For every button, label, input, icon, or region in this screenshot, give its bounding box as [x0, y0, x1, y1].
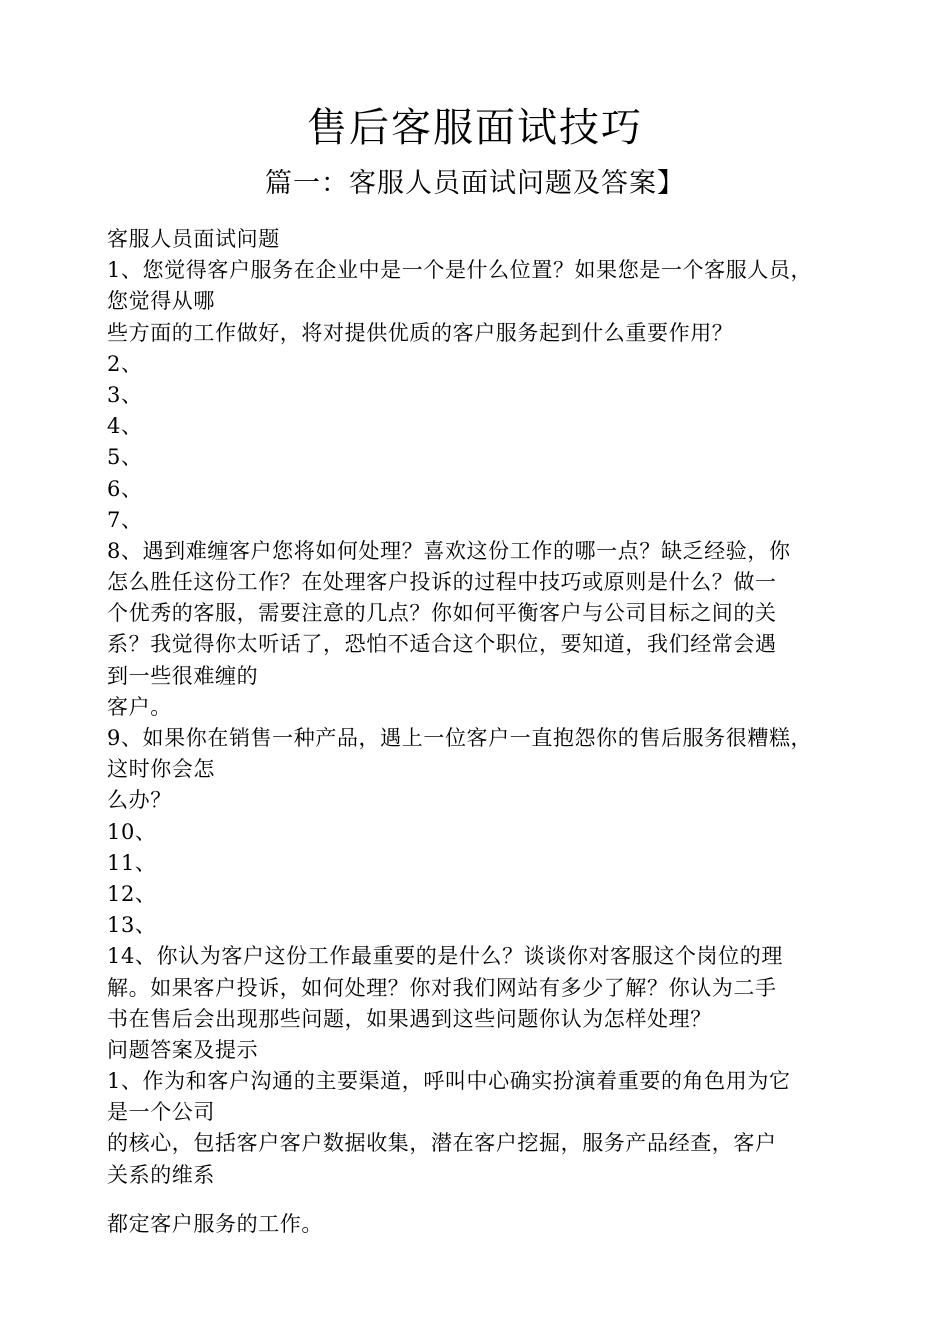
- text-line: 都定客户服务的工作。: [107, 1211, 323, 1236]
- text-line: 5、: [107, 445, 143, 470]
- section-heading: 问题答案及提示: [107, 1037, 259, 1062]
- text-line: 个优秀的客服，需要注意的几点？你如何平衡客户与公司目标之间的关: [107, 601, 777, 626]
- text-line: 到一些很难缠的: [107, 663, 259, 688]
- text-line: 解。如果客户投诉，如何处理？你对我们网站有多少了解？你认为二手: [107, 975, 777, 1000]
- text-line: 9、如果你在销售一种产品，遇上一位客户一直抱怨你的售后服务很糟糕，: [107, 726, 813, 750]
- text-line: 6、: [107, 476, 143, 501]
- text-line: 1、您觉得客户服务在企业中是一个是什么位置？如果您是一个客服人员，: [107, 258, 813, 283]
- text-line: 8、遇到难缠客户您将如何处理？喜欢这份工作的哪一点？缺乏经验，你: [107, 538, 791, 563]
- text-line: 系？我觉得你太听话了，恐怕不适合这个职位，要知道，我们经常会遇: [107, 632, 777, 657]
- document-subtitle: 篇一：客服人员面试问题及答案】: [265, 168, 685, 199]
- text-line: 11、: [107, 850, 157, 875]
- text-line: 3、: [107, 382, 143, 407]
- text-line: 怎么胜任这份工作？在处理客户投诉的过程中技巧或原则是什么？做一: [107, 570, 777, 595]
- text-line: 14、你认为客户这份工作最重要的是什么？谈谈你对客服这个岗位的理: [107, 944, 783, 969]
- text-line: 客户。: [107, 694, 172, 719]
- text-line: 13、: [107, 913, 157, 938]
- text-line: 是一个公司: [107, 1100, 215, 1125]
- text-line: 7、: [107, 507, 143, 532]
- text-line: 10、: [107, 819, 157, 844]
- text-line: 4、: [107, 414, 143, 439]
- text-line: 些方面的工作做好，将对提供优质的客户服务起到什么重要作用？: [107, 320, 734, 345]
- text-line: 这时你会怎: [107, 757, 215, 782]
- text-line: 书在售后会出现那些问题，如果遇到这些问题你认为怎样处理？: [107, 1006, 712, 1031]
- text-line: 1、作为和客户沟通的主要渠道，呼叫中心确实扮演着重要的角色用为它: [107, 1069, 791, 1094]
- document-title: 售后客服面试技巧: [307, 105, 643, 151]
- text-line: 的核心，包括客户客户数据收集，潜在客户挖掘，服务产品经查，客户: [107, 1131, 777, 1156]
- text-line: 12、: [107, 881, 157, 906]
- text-line: 您觉得从哪: [107, 289, 215, 314]
- text-line: 2、: [107, 351, 143, 376]
- text-line: 关系的维系: [107, 1162, 215, 1187]
- document-body: [107, 224, 867, 1240]
- text-line: 么办？: [107, 788, 172, 813]
- section-heading: 客服人员面试问题: [107, 227, 280, 251]
